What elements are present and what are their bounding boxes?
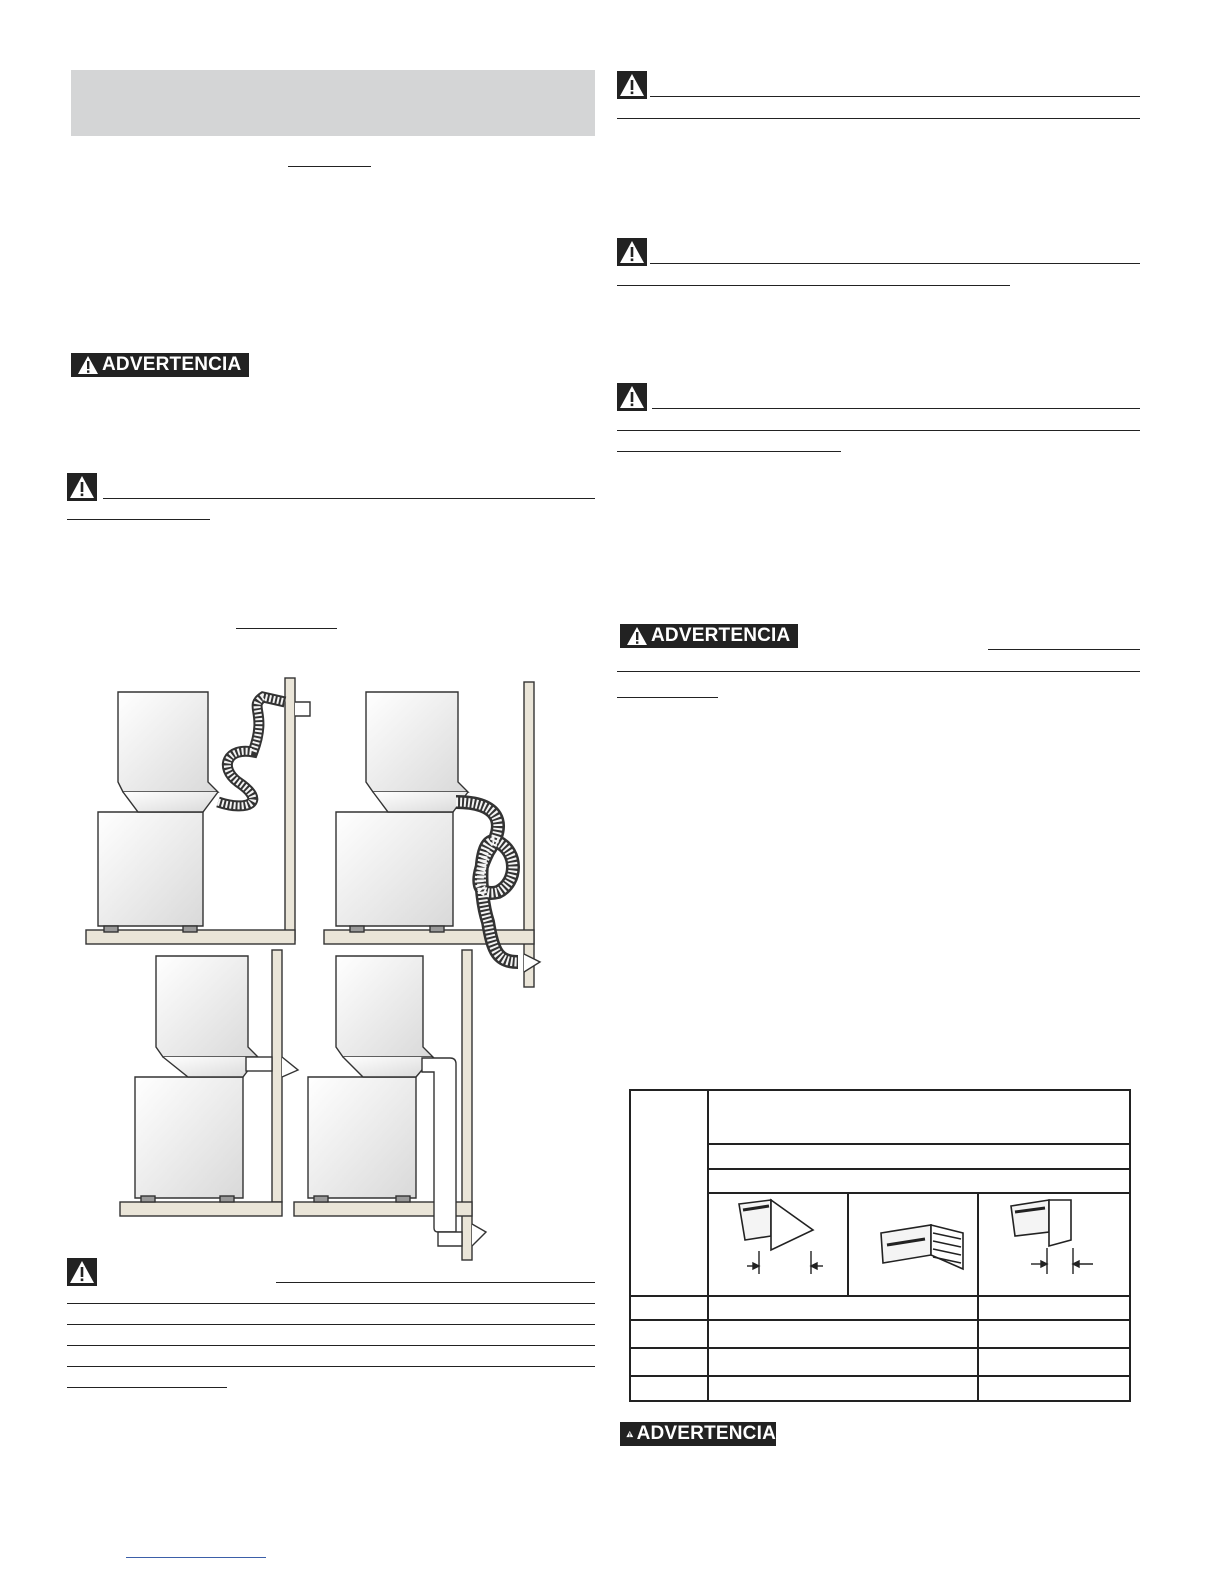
warning-triangle-icon	[67, 473, 97, 501]
rule	[67, 1366, 595, 1367]
underline	[288, 166, 371, 167]
angled-hood-icon	[731, 1196, 831, 1276]
warning-triangle-icon	[626, 626, 648, 646]
table-rule	[631, 1295, 1129, 1297]
table-rule	[707, 1192, 1129, 1194]
table-rule	[847, 1192, 849, 1296]
rule	[67, 1324, 595, 1325]
warning-triangle-icon	[77, 355, 99, 375]
underline	[236, 628, 337, 629]
underline	[67, 519, 210, 520]
underline	[67, 1387, 227, 1388]
underline	[126, 1557, 266, 1558]
rule	[650, 263, 1140, 264]
rule	[617, 430, 1140, 431]
warning-triangle-icon	[626, 1424, 634, 1444]
section-header-box	[71, 70, 595, 136]
table-rule	[707, 1168, 1129, 1170]
warning-badge	[620, 624, 798, 648]
stacked-unit-vent-figure	[78, 672, 558, 1264]
table-rule	[631, 1375, 1129, 1377]
rule	[276, 1282, 595, 1283]
warning-triangle-icon	[67, 1258, 97, 1286]
warning-triangle-icon	[617, 383, 647, 411]
box-hood-icon	[1001, 1196, 1111, 1276]
table-rule	[631, 1347, 1129, 1349]
underline	[988, 649, 1140, 650]
rule	[617, 118, 1140, 119]
warning-triangle-icon	[617, 238, 647, 266]
underline	[617, 697, 718, 698]
rule	[67, 1303, 595, 1304]
underline	[617, 285, 1010, 286]
underline	[617, 451, 841, 452]
rule	[652, 408, 1140, 409]
warning-badge-label: ADVERTENCIA	[651, 625, 791, 646]
table-rule	[707, 1091, 709, 1400]
warning-badge-label: ADVERTENCIA	[102, 354, 242, 375]
warning-triangle-icon	[617, 71, 647, 99]
louvered-hood-icon	[871, 1211, 971, 1281]
vent-hood-table	[629, 1089, 1131, 1402]
table-rule	[631, 1319, 1129, 1321]
warning-badge	[620, 1422, 776, 1446]
warning-badge-label: ADVERTENCIA	[636, 1423, 776, 1444]
rule	[617, 671, 1140, 672]
rule	[103, 498, 595, 499]
rule	[67, 1345, 595, 1346]
rule	[650, 96, 1140, 97]
warning-badge	[71, 353, 249, 377]
table-rule	[707, 1143, 1129, 1145]
